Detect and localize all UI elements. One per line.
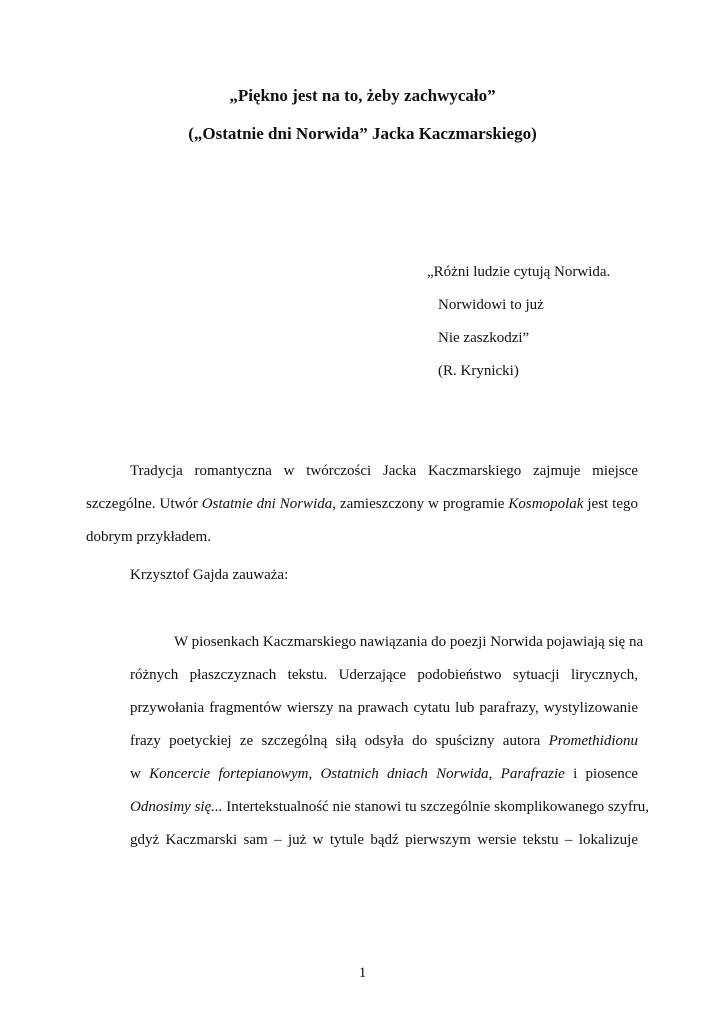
motto-line: Nie zaszkodzi” (438, 330, 530, 346)
quote-line: W piosenkach Kaczmarskiego nawiązania do poezji Norwida pojawiają się na (174, 634, 644, 650)
quote-line: przywołania fragmentów wierszy na prawach cytatu lub parafrazy, wystylizowanie (130, 700, 638, 716)
intro-paragraph (86, 461, 638, 560)
program-title: Kosmopolak (508, 496, 584, 512)
attribution-paragraph (130, 565, 288, 598)
work-title: Promethidionu (548, 733, 638, 749)
work-title: Ostatnich dniach Norwida (320, 766, 489, 782)
text-run: , (488, 766, 501, 782)
text-run: , zamieszczony w programie (332, 496, 509, 512)
quote-line: gdyż Kaczmarski sam – już w tytule bądź pierwszym wersie tekstu – lokalizuje (130, 832, 638, 848)
work-title: Odnosimy się... (130, 799, 223, 815)
text-run: szczególne. Utwór (86, 496, 202, 512)
paragraph-line: Krzysztof Gajda zauważa: (130, 567, 289, 583)
quote-line (130, 731, 638, 764)
page-number: 1 (358, 965, 367, 981)
motto-line: Norwidowi to już (438, 297, 544, 313)
quote-line (130, 797, 650, 830)
motto-epigraph (427, 262, 610, 394)
work-title: Ostatnie dni Norwida (201, 496, 333, 512)
motto-line: „Różni ludzie cytują Norwida. (427, 264, 611, 280)
quote-line (130, 764, 638, 797)
document-subtitle: („Ostatnie dni Norwida” Jacka Kaczmarskiego) (188, 124, 537, 143)
text-run: frazy poetyckiej ze szczególną siłą odsyła do spuścizny autora (130, 733, 549, 749)
text-run: w (130, 766, 150, 782)
text-run: jest tego (583, 496, 638, 512)
paragraph-line (86, 494, 638, 527)
paragraph-line: dobrym przykładem. (86, 529, 211, 545)
text-run: , (308, 766, 321, 782)
quote-line: różnych płaszczyznach tekstu. Uderzające podobieństwo sytuacji lirycznych, (130, 667, 638, 683)
text-run: Intertekstualność nie stanowi tu szczególnie skomplikowanego szyfru, (222, 799, 650, 815)
paragraph-line: Tradycja romantyczna w twórczości Jacka Kaczmarskiego zajmuje miejsce (130, 463, 638, 479)
work-title: Koncercie fortepianowym (149, 766, 309, 782)
motto-attribution: (R. Krynicki) (438, 363, 519, 379)
text-run: i piosence (564, 766, 639, 782)
work-title: Parafrazie (500, 766, 565, 782)
block-quote (130, 632, 650, 863)
document-title: „Piękno jest na to, żeby zachwycało” (229, 86, 496, 105)
